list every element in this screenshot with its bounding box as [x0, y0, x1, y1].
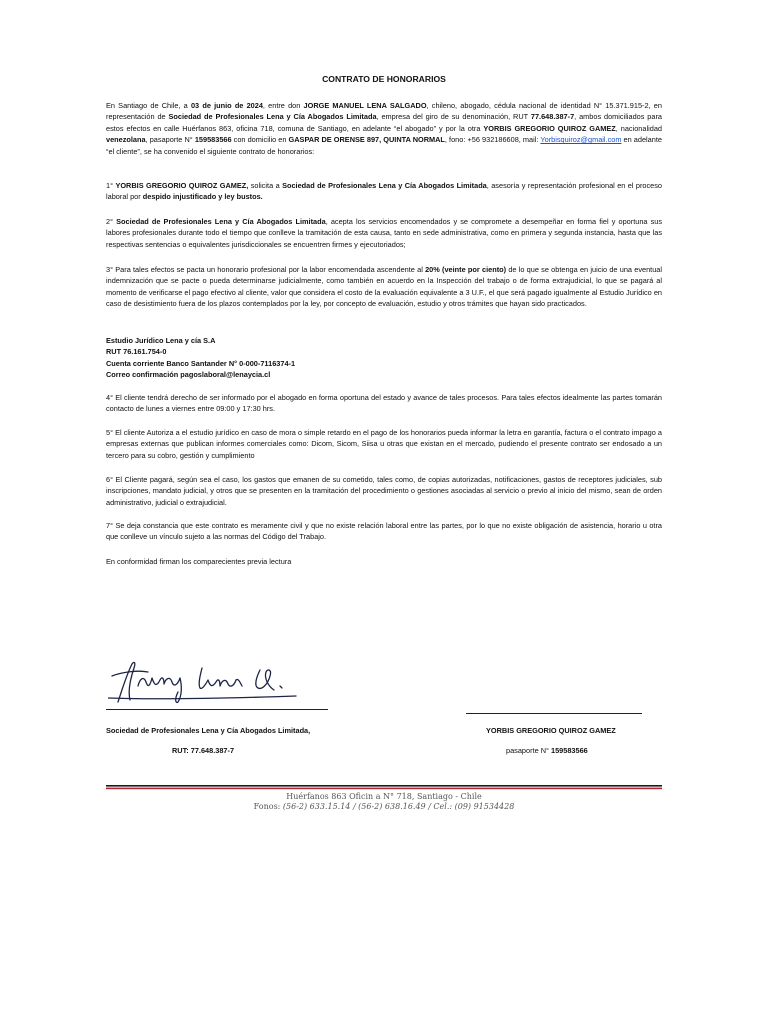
client-address: GASPAR DE ORENSE 897, QUINTA NORMAL — [288, 135, 445, 145]
text: en adelante “el cliente”, se ha convenido el siguiente contrato de honorarios: — [106, 135, 662, 156]
text: , fono: +56 932186608, mail: — [444, 135, 541, 145]
client-nationality: venezolana — [106, 135, 146, 145]
text: , empresa del giro de su denominación, RUT — [376, 112, 531, 122]
contract-date: 03 de junio de 2024 — [190, 101, 263, 110]
right-signature-line — [466, 713, 642, 714]
handwritten-signature — [108, 656, 298, 704]
bank-account: Cuenta corriente Banco Santander N° 0-000-7116374-1 — [106, 358, 296, 368]
text: , ambos domiciliados para estos efectos en calle Huérfanos 863, oficina 718, comuna de Santiago, en adelante “el abogado” y por la otra — [106, 112, 662, 133]
clause-6: 6° El Cliente pagará, según sea el caso, los gastos que emanen de su cometido, tales como, de copias autorizadas, notificaciones, gastos de receptores judiciales, sub inscripciones, mandato judicial, y otros que se presenten en la tramitación del procedimiento o gestiones asociadas al servicio o previo al inicio del mismo, sean de orden administrativo, judicial o extrajudicial. — [106, 475, 662, 507]
firm-name: Sociedad de Profesionales Lena y Cía Abogados Limitada — [282, 181, 487, 190]
text: , entre don — [262, 101, 304, 110]
case-matter: despido injustificado y ley bustos. — [142, 192, 263, 202]
text: En Santiago de Chile, a — [106, 101, 191, 110]
lawyer-name: JORGE MANUEL LENA SALGADO — [303, 101, 427, 110]
client-name: YORBIS GREGORIO QUIROZ GAMEZ, — [115, 181, 249, 190]
client-name: YORBIS GREGORIO QUIROZ GAMEZ — [483, 123, 616, 133]
clause-7: 7° Se deja constancia que este contrato es meramente civil y que no existe relación laboral entre las partes, por lo que no existe obligación de asistencia, horario u otra que conlleve un vínculo sujeto a las normas del Código del Trabajo. — [106, 521, 662, 542]
clause-2 — [106, 216, 662, 250]
bank-rut: RUT 76.161.754-0 — [106, 347, 167, 357]
text: , chileno, abogado, cédula nacional de identidad N° 15.371.915-2, en representación de — [106, 101, 662, 122]
footer-rule — [106, 785, 662, 790]
text: solicita a — [248, 181, 283, 190]
bank-firm-name: Estudio Jurídico Lena y cía S.A — [106, 336, 216, 345]
fee-percentage: 20% (veinte por ciento) — [425, 265, 507, 274]
phones-label: Fonos: — [253, 802, 283, 811]
text: de lo que se obtenga en juicio de una eventual indemnización que se pacte o pueda determinarse judicialmente, como también en acuerdo en la Inspección del trabajo o de forma extrajudicial, lo que se pagará al momento de verificarse el pago efectivo al cliente, valor que considera el costo de la evaluación equivalente a 3 U.F., el que será pagado igualmente al Estudio Jurídico en caso de desistimiento fuera de los plazos contemplados por la ley, por concepto de evaluación, estudio y otros trámites que hayan sido practicados. — [106, 265, 663, 309]
clause-5: 5° El cliente Autoriza a el estudio jurídico en caso de mora o simple retardo en el pago de los honorarios pueda informar la letra en garantía, factura o el contrato impago a empresas externas que publican informes comerciales como: Dicom, Sicom, Siisa u otras que existan en el mercado, pudiendo el presente contrato ser endosado a un tercero para su cobro, gestión y cumplimiento — [106, 428, 662, 460]
clause-1 — [106, 180, 662, 203]
text: con domicilio en — [231, 135, 289, 145]
text: , pasaporte N° — [145, 135, 195, 145]
footer-phones — [0, 802, 768, 812]
client-passport: 159583566 — [194, 135, 232, 145]
bank-email: Correo confirmación pagoslaboral@lenaycia.cl — [106, 370, 271, 380]
text: 1° — [106, 181, 116, 190]
intro-paragraph — [106, 100, 662, 157]
text: , nacionalidad — [615, 123, 662, 133]
firm-rut: 77.648.387-7 — [530, 112, 575, 122]
passport-number: 159583566 — [550, 746, 588, 755]
left-signatory-rut: RUT: 77.648.387-7 — [172, 746, 235, 755]
right-signatory-document — [506, 746, 588, 755]
bank-details — [106, 335, 295, 381]
passport-label: pasaporte N° — [506, 746, 551, 755]
footer-address: Huérfanos 863 Oficin a N° 718, Santiago - Chile — [286, 792, 482, 801]
firm-name: Sociedad de Profesionales Lena y Cía Abogados Limitada — [116, 217, 326, 226]
text: 2° — [106, 217, 117, 226]
firm-name: Sociedad de Profesionales Lena y Cía Abogados Limitada — [168, 112, 377, 122]
phone-numbers: (56-2) 633.15.14 / (56-2) 638.16.49 / Cel.: (09) 91534428 — [282, 802, 515, 811]
clause-3 — [106, 264, 662, 310]
client-email-link[interactable]: Yorbisquiroz@gmail.com — [540, 135, 622, 145]
document-title: CONTRATO DE HONORARIOS — [322, 74, 446, 84]
closing-statement: En conformidad firman los comparecientes previa lectura — [106, 557, 292, 566]
clause-4: 4° El cliente tendrá derecho de ser informado por el abogado en forma oportuna del estado y avance de tales procesos. Para tales efectos idealmente las partes tomarán contacto de lunes a viernes entre 09:00 y 17:30 hrs. — [106, 393, 662, 414]
left-signatory-name: Sociedad de Profesionales Lena y Cía Abogados Limitada, — [106, 726, 311, 735]
text: , acepta los servicios encomendados y se compromete a desempeñar en forma fiel y oportuna sus labores profesionales durante todo el tiempo que conlleve la tramitación de esta causa, tanto en sede administrativa, como en primera y segunda instancia, hasta que las respectivas sentencias o equivalentes jurisdiccionales se encuentren firmes y ejecutoriados; — [106, 217, 663, 249]
text: , asesoría y representación profesional en el proceso laboral por — [106, 181, 663, 202]
text: 3° Para tales efectos se pacta un honorario profesional por la labor encomendada ascendente al — [106, 265, 426, 274]
left-signature-line — [106, 709, 328, 710]
right-signatory-name: YORBIS GREGORIO QUIROZ GAMEZ — [486, 726, 616, 735]
